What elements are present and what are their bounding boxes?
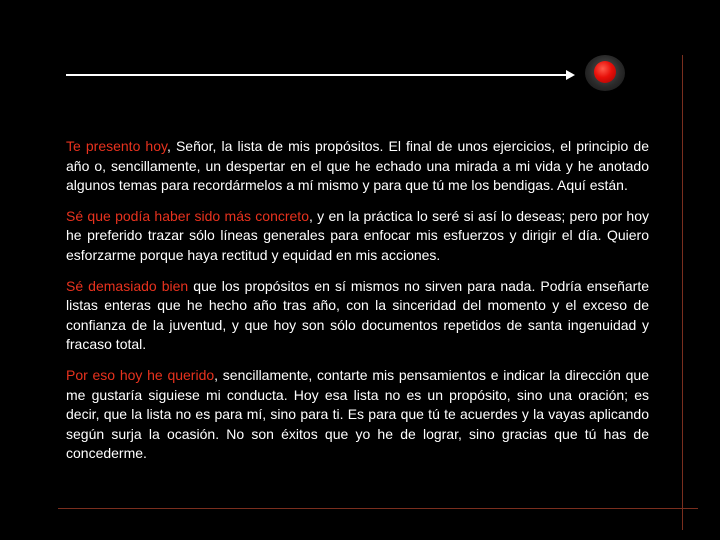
paragraph-highlight: Sé demasiado bien [66,277,189,294]
paragraph-text: , Señor, la lista de mis propósitos. El final de unos ejercicios, el principio de año o, sencillamente, un despertar en el que he echado una mirada a mi vida y he anotado algunos temas para recordármelos a mí mismo y para que tú me los bendigas. Aquí están. [66,138,649,194]
paragraph-4 [66,366,649,464]
paragraph-highlight: Sé que podía haber sido más concreto [66,207,309,224]
paragraph-text: , y en la práctica lo seré si así lo deseas; pero por hoy he preferido trazar sólo líneas generales para enfocar mis esfuerzos y dirigir el día. Quiero esforzarme porque haya rectitud y equidad en mis acciones. [66,207,649,263]
red-dot-icon[interactable] [594,61,616,83]
paragraph-highlight: Por eso hoy he querido [66,366,215,383]
arrow-line [66,74,571,76]
paragraph-text: , sencillamente, contarte mis pensamientos e indicar la dirección que me gustaría siguiese mi conducta. Hoy esa lista no es un propósito, sino una oración; es decir, que la lista no es para mí, sino para ti. Es para que tú te acuerdes y la vayas aplicando según surja la ocasión. No son éxitos que yo he de lograr, sino gracias que tú has de concederme. [66,366,650,462]
bottom-rule [58,508,698,509]
vertical-rule [682,55,683,530]
arrow-head-icon [566,70,575,80]
paragraph-text: que los propósitos en sí mismos no sirven para nada. Podría enseñarte listas enteras que he hecho año tras año, con la sinceridad del momento y el exceso de confianza de la juventud, y que hoy son sólo documentos repetidos de santa ingenuidad y fracaso total. [66,277,649,353]
paragraph-2 [66,207,649,266]
paragraph-1 [66,137,649,196]
text-content [66,137,649,475]
paragraph-3 [66,277,649,355]
paragraph-highlight: Te presento hoy [66,138,167,154]
